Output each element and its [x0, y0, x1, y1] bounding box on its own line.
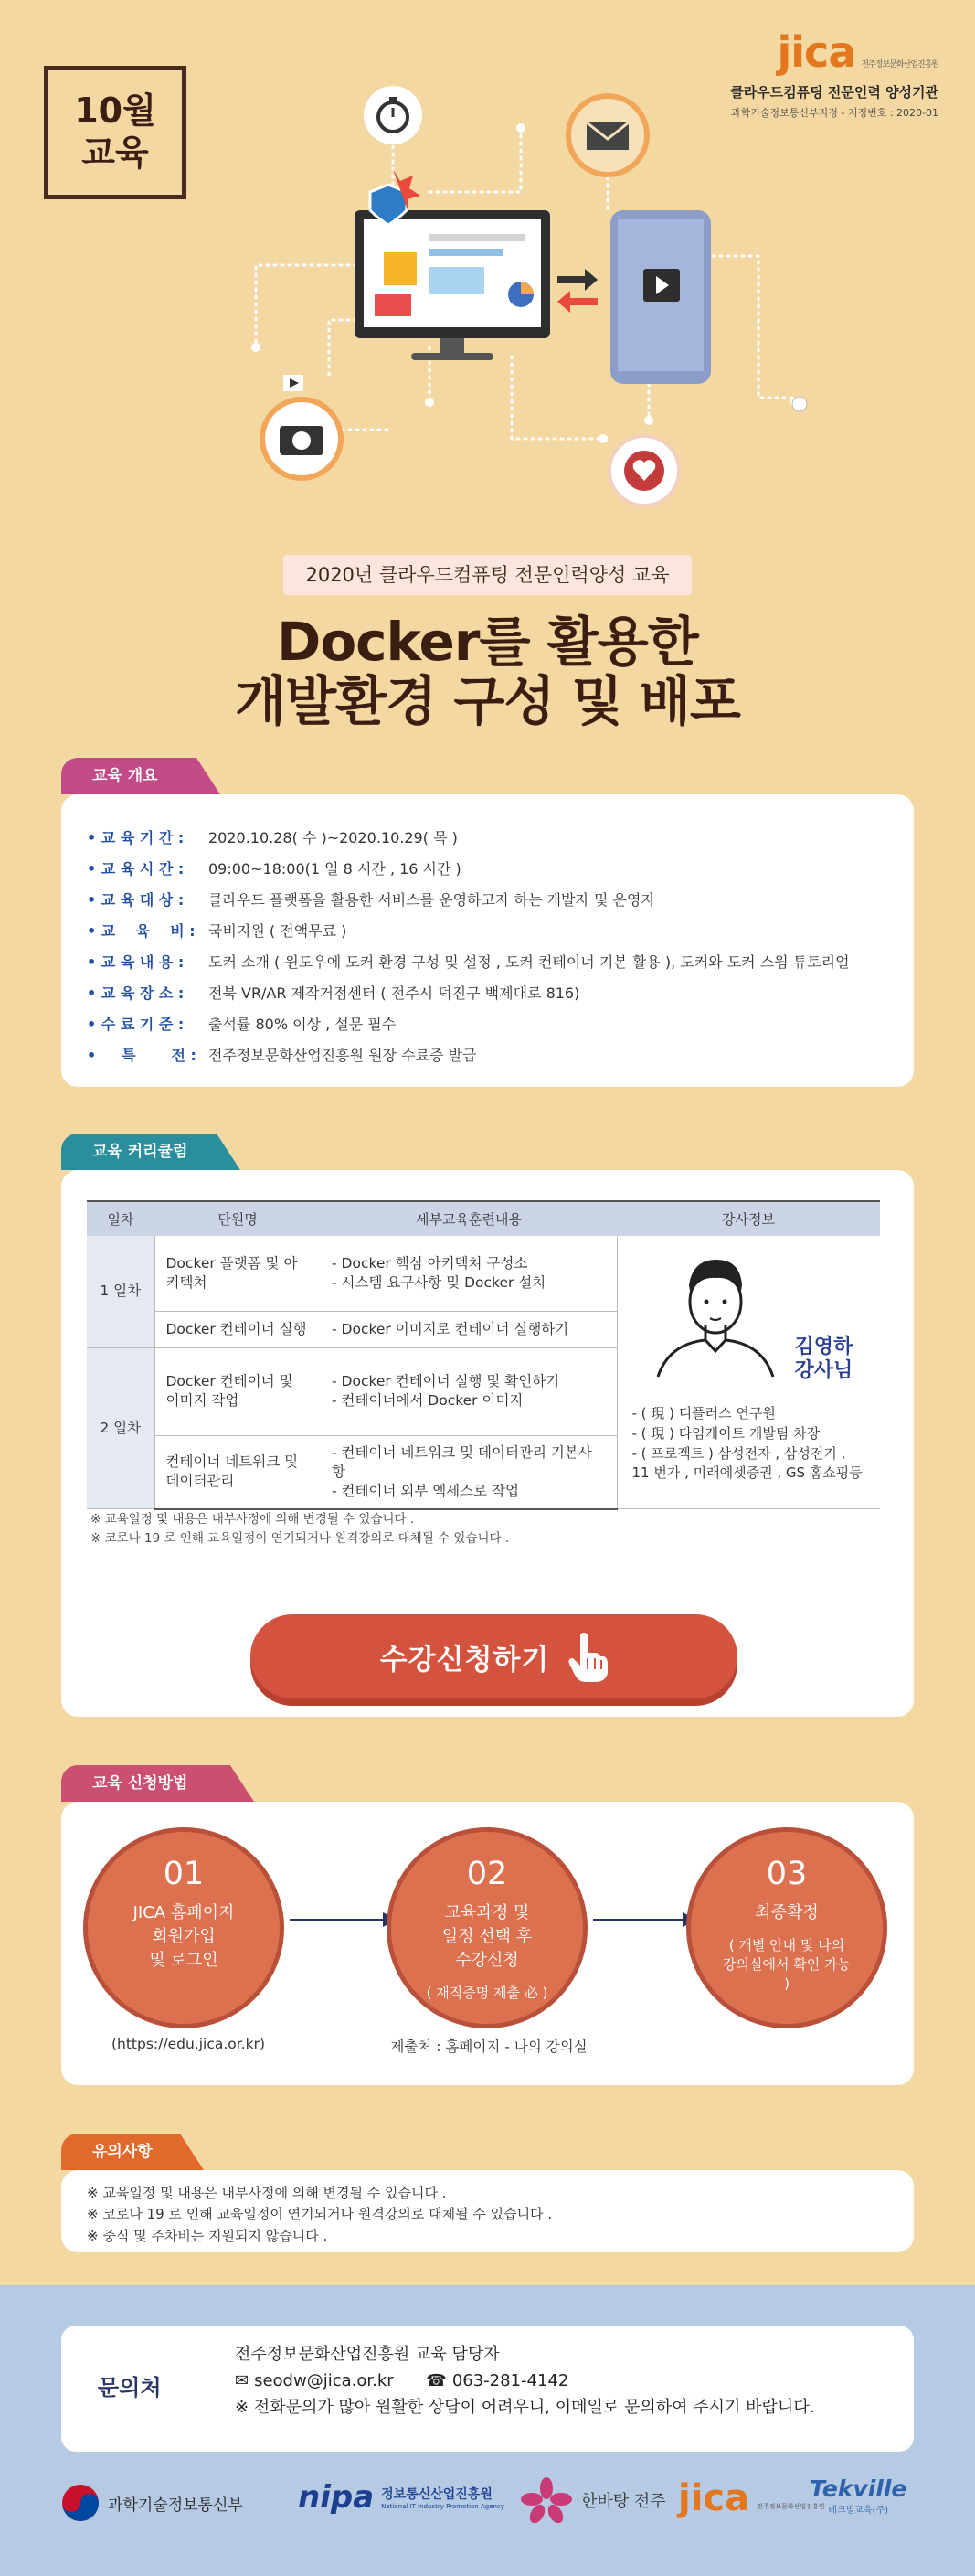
overview-label: • 수 료 기 준 :	[87, 1016, 185, 1033]
overview-value: 09:00~18:00(1 일 8 시간 , 16 시간 )	[208, 860, 461, 878]
tekville-mark: Tekville	[810, 2475, 907, 2502]
overview-label: • 교 육 장 소 :	[87, 985, 185, 1002]
overview-row-criteria	[87, 1013, 396, 1034]
nipa-mark: nipa	[298, 2479, 375, 2516]
step-2-circle	[387, 1827, 588, 2028]
overview-value: 2020.10.28( 수 )~2020.10.29( 목 )	[208, 829, 458, 846]
instructor-avatar-icon	[651, 1249, 779, 1386]
caution-line: ※ 교육일정 및 내용은 내부사정에 의해 변경될 수 있습니다 .	[87, 2185, 447, 2201]
contact-title: 문의처	[98, 2375, 162, 2400]
step-label-line: 수강신청	[455, 1951, 519, 1971]
apply-button-label: 수강신청하기	[379, 1643, 550, 1677]
jica-footer-logo	[678, 2477, 825, 2519]
step-2-caption: 제출처 : 홈페이지 - 나의 강의실	[390, 2038, 588, 2055]
table-row	[87, 1236, 880, 1311]
step-label-line: 회원가입	[152, 1927, 216, 1947]
overview-value: 도커 소개 ( 윈도우에 도커 환경 구성 및 설정 , 도커 컨테이너 기본 활용 ), 도커와 도커 스웜 튜토리얼	[208, 953, 850, 971]
detail-cell	[321, 1311, 617, 1347]
partner-logos	[0, 2464, 975, 2538]
organizer-title: 클라우드컴퓨팅 전문인력 양성기관	[730, 84, 938, 101]
caution-tab: 유의사항	[61, 2134, 180, 2170]
overview-label: • 교 육 대 상 :	[87, 891, 185, 909]
phone-icon: ☎	[426, 2370, 447, 2390]
course-subtitle: 2020년 클라우드컴퓨팅 전문인력양성 교육	[283, 555, 692, 595]
curriculum-tab: 교육 커리큘럼	[61, 1134, 217, 1170]
hero-section	[0, 0, 975, 731]
jica-logo-text: jica	[777, 27, 856, 77]
detail-cell	[321, 1236, 617, 1311]
step-label-line: 교육과정 및	[444, 1903, 530, 1922]
step-1-circle	[83, 1827, 284, 2028]
step-arrow-icon	[593, 1919, 692, 1921]
day2-cell: 2 일차	[87, 1347, 154, 1509]
step-label: 최종확정	[755, 1903, 819, 1922]
month-badge-line1: 10월	[74, 90, 156, 132]
step-number: 03	[766, 1856, 808, 1892]
msit-logo	[60, 2483, 243, 2523]
stopwatch-icon	[364, 86, 422, 144]
msit-text: 과학기술정보통신부	[108, 2496, 243, 2515]
flower-icon	[519, 2477, 574, 2523]
step-label	[88, 1901, 280, 1973]
unit-cell: Docker 컨테이너 및 이미지 작업	[154, 1347, 321, 1436]
detail-line: - 컨테이너 외부 엑세스로 작업	[332, 1482, 519, 1499]
jica-logo-small: 전주정보문화산업진흥원	[861, 60, 938, 69]
mail-icon	[566, 93, 650, 177]
unit-cell: Docker 컨테이너 실행	[154, 1311, 321, 1347]
tekville-sub: 테크빌교육(주)	[828, 2506, 889, 2516]
header-day: 일차	[87, 1201, 154, 1236]
step-label-line: JICA 홈페이지	[132, 1903, 235, 1922]
step-3-circle	[686, 1827, 887, 2028]
heart-icon	[609, 436, 679, 506]
overview-label: • 교 육 시 간 :	[87, 860, 185, 878]
caution-line: ※ 중식 및 주차비는 지원되지 않습니다 .	[87, 2227, 328, 2244]
detail-line: - 컨테이너에서 Docker 이미지	[332, 1392, 524, 1410]
career-line: 11 번가 , 미래에셋증권 , GS 홈쇼핑등	[631, 1464, 863, 1482]
detail-cell	[321, 1347, 617, 1436]
contact-note: ※ 전화문의가 많아 원활한 상담이 어려우니, 이메일로 문의하여 주시기 바랍니다.	[235, 2397, 815, 2417]
overview-row-benefit	[87, 1044, 476, 1065]
overview-row-period	[87, 826, 458, 847]
month-badge	[44, 66, 186, 199]
organizer-designation: 과학기술정보통신부지정 - 지정번호 : 2020-01	[730, 107, 938, 119]
step-label	[391, 1901, 583, 1973]
jeonju-logo	[519, 2477, 666, 2523]
step-number: 01	[163, 1856, 205, 1892]
footer-section	[0, 2285, 975, 2576]
jica-footer-sub: 전주정보문화산업진흥원	[757, 2503, 825, 2510]
step-label-line: 일정 선택 후	[441, 1927, 533, 1947]
caution-card	[61, 2170, 914, 2252]
taegeuk-icon	[60, 2483, 101, 2523]
overview-value: 출석률 80% 이상 , 설문 필수	[208, 1016, 397, 1033]
curriculum-notes	[90, 1510, 509, 1549]
jica-logo	[730, 27, 938, 77]
overview-label: • 교 육 기 간 :	[87, 829, 185, 846]
overview-value: 전주정보문화산업진흥원 원장 수료증 발급	[208, 1047, 477, 1064]
curriculum-card	[61, 1170, 914, 1717]
note-line: ※ 코로나 19 로 인해 교육일정이 연기되거나 원격강의로 대체될 수 있습니다 .	[90, 1530, 510, 1546]
tekville-logo	[810, 2475, 906, 2516]
contact-card	[61, 2326, 914, 2452]
instructor-name-line1: 김영하	[794, 1336, 853, 1358]
course-title-line2: 개발환경 구성 및 배포	[235, 670, 740, 732]
detail-line: - Docker 컨테이너 실행 및 확인하기	[332, 1373, 560, 1390]
nipa-text: 정보통신산업진흥원	[381, 2487, 493, 2502]
curriculum-table	[87, 1200, 880, 1510]
header-detail: 세부교육훈련내용	[321, 1201, 617, 1236]
globe-icon	[792, 397, 807, 411]
camera-icon	[260, 397, 344, 481]
smartphone-icon	[610, 210, 711, 384]
note-line: ※ 교육일정 및 내용은 내부사정에 의해 변경될 수 있습니다 .	[90, 1512, 415, 1527]
contact-manager: 전주정보문화산업진흥원 교육 담당자	[235, 2345, 500, 2364]
jeonju-text: 한바탕 전주	[581, 2492, 666, 2511]
header-instructor: 강사정보	[617, 1201, 880, 1236]
sync-arrows-icon	[557, 269, 598, 313]
contact-email[interactable]: seodw@jica.or.kr	[254, 2370, 394, 2390]
step-number: 02	[466, 1856, 508, 1892]
step-arrow-icon	[290, 1919, 392, 1921]
contact-row	[235, 2368, 814, 2395]
overview-value: 클라우드 플랫폼을 활용한 서비스를 운영하고자 하는 개발자 및 운영자	[208, 891, 655, 909]
month-badge-line2: 교육	[81, 133, 149, 173]
career-line: - ( 現 ) 타임게이트 개발팀 차장	[631, 1424, 821, 1442]
overview-value: 전북 VR/AR 제작거점센터 ( 전주시 덕진구 백제대로 816)	[208, 985, 580, 1002]
step-1-caption: (https://edu.jica.or.kr)	[111, 2036, 266, 2052]
detail-line: - Docker 핵심 아키텍쳐 구성소	[332, 1254, 528, 1272]
overview-tab: 교육 개요	[61, 758, 196, 794]
cloud-devices-illustration	[247, 73, 832, 530]
overview-label: • 교 육 비 :	[87, 922, 196, 940]
detail-line: - Docker 이미지로 컨테이너 실행하기	[332, 1320, 569, 1337]
step-label-line: 및 로그인	[149, 1951, 218, 1971]
overview-card	[61, 794, 914, 1087]
table-header-row	[87, 1201, 880, 1236]
steps-card	[61, 1802, 914, 2085]
contact-lines	[235, 2342, 814, 2421]
instructor-cell	[617, 1236, 880, 1509]
overview-value: 국비지원 ( 전액무료 )	[208, 922, 347, 940]
pointer-hand-icon	[567, 1631, 608, 1682]
nipa-sub: National IT Industry Promotion Agency	[381, 2503, 504, 2510]
apply-button[interactable]	[250, 1614, 737, 1698]
day1-cell: 1 일차	[87, 1236, 154, 1347]
steps-tab: 교육 신청방법	[61, 1765, 230, 1802]
step-sub: ( 개별 안내 및 나의 강의실에서 확인 가능 )	[723, 1937, 851, 1993]
unit-cell: 컨테이너 네트워크 및 데이터관리	[154, 1436, 321, 1509]
jica-footer-mark: jica	[678, 2477, 750, 2519]
overview-label: • 특 전 :	[87, 1047, 196, 1064]
detail-line: - 컨테이너 네트워크 및 데이터관리 기본사항	[332, 1443, 592, 1480]
career-line: - ( 現 ) 디플러스 연구원	[631, 1405, 776, 1421]
instructor-name	[795, 1336, 853, 1384]
course-title-line1: Docker를 활용한	[277, 611, 698, 673]
unit-cell: Docker 플랫폼 및 아키텍쳐	[154, 1236, 321, 1311]
detail-line: - 시스템 요구사항 및 Docker 설치	[332, 1273, 546, 1291]
step-sub: ( 재직증명 제출 必 )	[426, 1985, 548, 2002]
overview-row-time	[87, 857, 461, 878]
detail-cell	[321, 1436, 617, 1509]
career-line: - ( 프로젝트 ) 삼성전자 , 삼성전기 ,	[631, 1444, 846, 1462]
instructor-name-line2: 강사님	[794, 1359, 853, 1383]
header-unit: 단원명	[154, 1201, 321, 1236]
contact-phone[interactable]: 063-281-4142	[451, 2370, 569, 2390]
nipa-logo	[298, 2479, 504, 2516]
instructor-career	[632, 1404, 863, 1484]
overview-row-fee	[87, 920, 346, 941]
envelope-icon: ✉	[235, 2370, 249, 2390]
caution-list	[87, 2183, 552, 2247]
overview-row-target	[87, 889, 655, 910]
overview-row-place	[87, 982, 579, 1003]
overview-label: • 교 육 내 용 :	[87, 953, 185, 971]
monitor-icon	[355, 169, 550, 360]
caution-line: ※ 코로나 19 로 인해 교육일정이 연기되거나 원격강의로 대체될 수 있습니다 .	[87, 2206, 553, 2223]
overview-row-content	[87, 951, 850, 972]
